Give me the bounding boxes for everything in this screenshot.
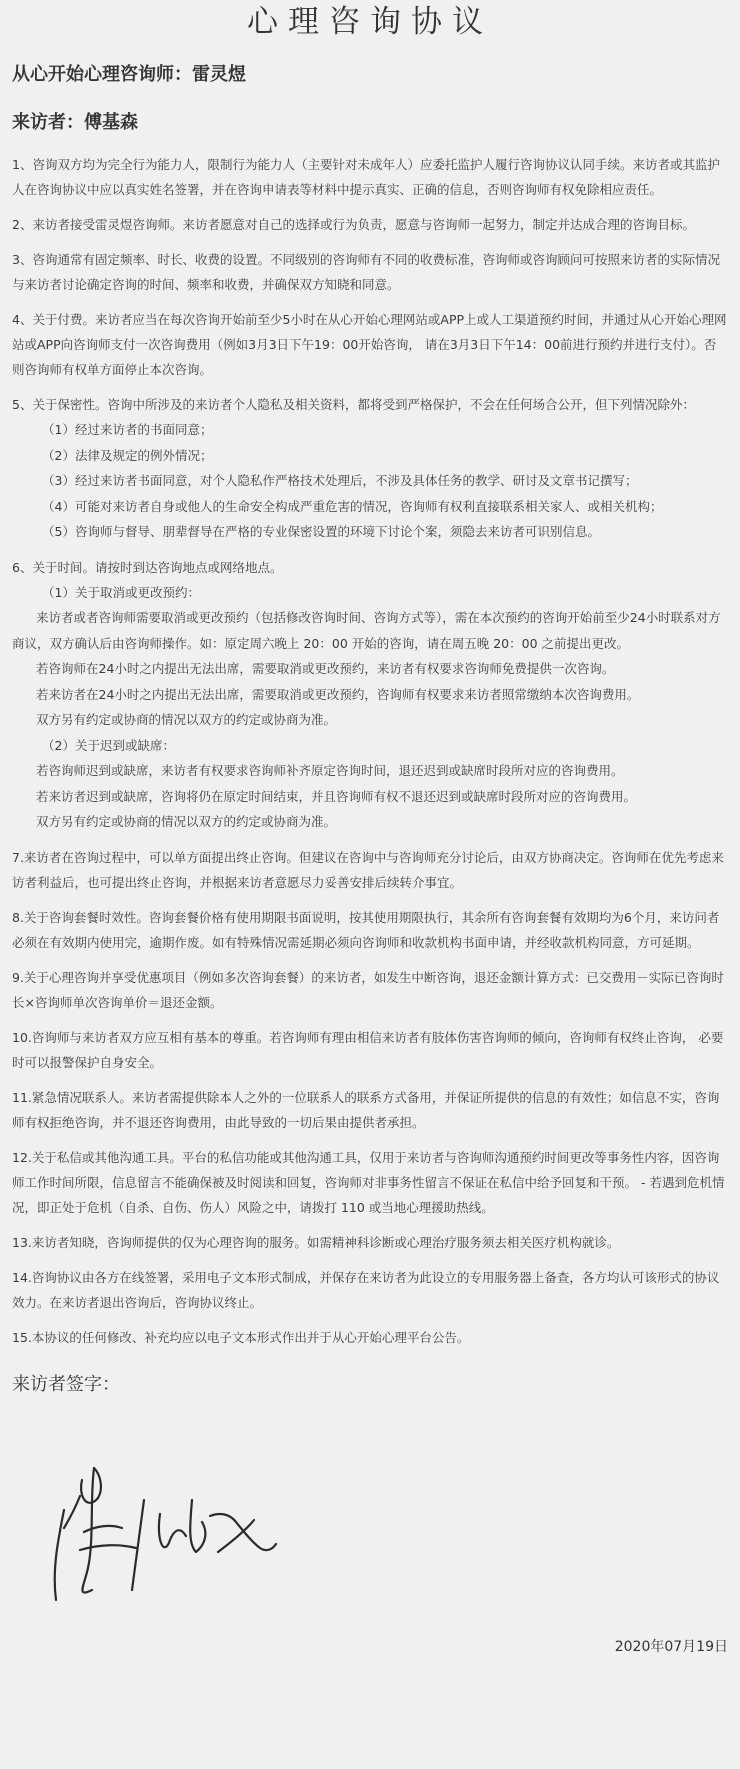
clause-4: 4、关于付费。来访者应当在每次咨询开始前至少5小时在从心开始心理网站或APP上或人工渠道预约时间，并通过从心开始心理网站或APP向咨询师支付一次咨询费用（例如3月3日下午19：00开始咨询， 请在3月3日下午14：00前进行预约并进行支付）。否则咨询师有权单方面停止本次咨询。: [12, 312, 727, 377]
clause-7: 7.来访者在咨询过程中，可以单方面提出终止咨询。但建议在咨询中与咨询师充分讨论后，由双方协商决定。咨询师在优先考虑来访者利益后，也可提出终止咨询，并根据来访者意愿尽力妥善安排后续转介事宜。: [12, 849, 724, 890]
clause-9: 9.关于心理咨询并享受优惠项目（例如多次咨询套餐）的来访者，如发生中断咨询，退还金额计算方式：已交费用－实际已咨询时长×咨询师单次咨询单价＝退还金额。: [12, 969, 724, 1010]
clause-5-exceptions: [12, 417, 728, 545]
clause-1: 1、咨询双方均为完全行为能力人，限制行为能力人（主要针对未成年人）应委托监护人履行咨询协议认同手续。来访者或其监护人在咨询协议中应以真实姓名签署，并在咨询申请表等材料中提示真实、正确的信息，否则咨询师有权免除相应责任。: [12, 157, 720, 197]
clause-3: 3、咨询通常有固定频率、时长、收费的设置。不同级别的咨询师有不同的收费标准，咨询师或咨询顾问可按照来访者的实际情况与来访者讨论确定咨询的时间、频率和收费，并确保双方知晓和同意。: [12, 252, 720, 292]
clause-6-sub2-text: 若咨询师迟到或缺席，来访者有权要求咨询师补齐原定咨询时间，退还迟到或缺席时段所对应的咨询费用。: [36, 763, 624, 778]
clause-6-block: [12, 555, 728, 835]
sign-date: 2020年07月19日: [614, 1639, 728, 1655]
clause-5-block: [12, 392, 728, 545]
clause-8: 8.关于咨询套餐时效性。咨询套餐价格有使用期限书面说明，按其使用期限执行，其余所有咨询套餐有效期均为6个月，来访问者必须在有效期内使用完，逾期作废。如有特殊情况需延期必须向咨询师和收款机构书面申请，并经收款机构同意，方可延期。: [12, 909, 720, 950]
clause-5: 5、关于保密性。咨询中所涉及的来访者个人隐私及相关资料，都将受到严格保护，不会在任何场合公开，但下列情况除外：: [12, 397, 695, 412]
clause-15: 15.本协议的任何修改、补充均应以电子文本形式作出并于从心开始心理平台公告。: [12, 1329, 470, 1345]
clause-10: 10.咨询师与来访者双方应互相有基本的尊重。若咨询师有理由相信来访者有肢体伤害咨询师的倾向，咨询师有权终止咨询， 必要时可以报警保护自身安全。: [12, 1029, 724, 1070]
clause-6-sub1-text: 若咨询师在24小时之内提出无法出席，需要取消或更改预约，来访者有权要求咨询师免费提供一次咨询。: [36, 661, 615, 676]
signature-label: 来访者签字：: [12, 1373, 120, 1395]
list-item: （3）经过来访者书面同意，对个人隐私作严格技术处理后，不涉及具体任务的教学、研讨及文章书记撰写；: [42, 473, 638, 488]
list-item: （1）经过来访者的书面同意；: [42, 422, 213, 437]
list-item: （4）可能对来访者自身或他人的生命安全构成严重危害的情况，咨询师有权利直接联系相关家人、或相关机构；: [42, 498, 663, 514]
page-title: 心理咨询协议: [247, 4, 493, 40]
clause-14: 14.咨询协议由各方在线签署，采用电子文本形式制成，并保存在来访者为此设立的专用服务器上备查，各方均认可该形式的协议效力。在来访者退出咨询后，咨询协议终止。: [12, 1269, 720, 1310]
clause-6-sub2-text: 若来访者迟到或缺席，咨询将仍在原定时间结束，并且咨询师有权不退还迟到或缺席时段所对应的咨询费用。: [36, 788, 637, 804]
clause-6-sub1-text: 双方另有约定或协商的情况以双方的约定或协商为准。: [36, 712, 337, 727]
signature-image: [40, 1440, 300, 1620]
counselor-line: 从心开始心理咨询师：雷灵煜: [12, 64, 246, 85]
clause-6-sub1-text: 来访者或者咨询师需要取消或更改预约（包括修改咨询时间、咨询方式等），需在本次预约的咨询开始前至少24小时联系对方商议，双方确认后由咨询师操作。如：原定周六晚上 20：00 开始的咨询，请在周五晚 20：00 之前提出更改。: [12, 610, 721, 651]
clause-6-sub2-title: （2）关于迟到或缺席：: [42, 737, 175, 753]
client-line: 来访者：傅基森: [12, 112, 138, 133]
clause-13: 13.来访者知晓，咨询师提供的仅为心理咨询的服务。如需精神科诊断或心理治疗服务须去相关医疗机构就诊。: [12, 1234, 620, 1250]
list-item: （5）咨询师与督导、朋辈督导在严格的专业保密设置的环境下讨论个案，须隐去来访者可识别信息。: [42, 524, 600, 539]
agreement-clauses: [12, 152, 728, 1350]
clause-6: 6、关于时间。请按时到达咨询地点或网络地点。: [12, 559, 283, 575]
clause-11: 11.紧急情况联系人。来访者需提供除本人之外的一位联系人的联系方式备用，并保证所提供的信息的有效性；如信息不实，咨询师有权拒绝咨询，并不退还咨询费用，由此导致的一切后果由提供者承担。: [12, 1089, 720, 1130]
clause-6-sub2-text: 双方另有约定或协商的情况以双方的约定或协商为准。: [36, 814, 337, 829]
clause-12: 12.关于私信或其他沟通工具。平台的私信功能或其他沟通工具，仅用于来访者与咨询师沟通预约时间更改等事务性内容，因咨询师工作时间所限，信息留言不能确保被及时阅读和回复，咨询师对非事务性留言不保证在私信中给予回复和干预。 - 若遇到危机情况，即正处于危机（自杀、自伤、伤人）风险之中，请拨打 110 或当地心理援助热线。: [12, 1149, 725, 1215]
clause-6-sub1-text: 若来访者在24小时之内提出无法出席，需要取消或更改预约，咨询师有权要求来访者照常缴纳本次咨询费用。: [36, 686, 640, 702]
clause-6-sub1-title: （1）关于取消或更改预约：: [42, 584, 200, 600]
list-item: （2）法律及规定的例外情况；: [42, 447, 213, 463]
clause-2: 2、来访者接受雷灵煜咨询师。来访者愿意对自己的选择或行为负责，愿意与咨询师一起努力，制定并达成合理的咨询目标。: [12, 217, 695, 232]
